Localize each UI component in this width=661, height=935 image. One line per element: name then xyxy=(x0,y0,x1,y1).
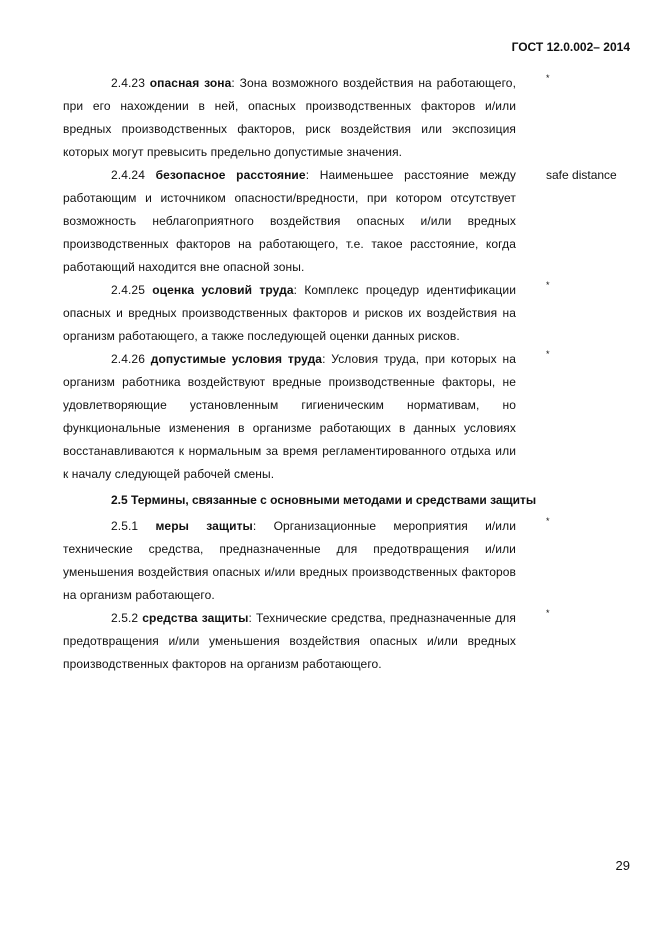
section-heading: 2.5 Термины, связанные с основными методами и средствами защиты xyxy=(111,493,537,507)
term-entry xyxy=(63,348,628,486)
term-name: опасная зона xyxy=(149,76,232,90)
term-name: меры защиты xyxy=(155,519,253,533)
document-body xyxy=(63,72,628,676)
term-text: 2.4.25 оценка условий труда: Комплекс процедур идентификации опасных и вредных производственных факторов и рисков их воздействия на организм работающего, а также последующей оценки данных рисков. xyxy=(63,283,517,343)
term-definition: Условия труда, при которых на организм работника воздействуют вредные производственные факторы, не удовлетворяющие установленным гигиеническим нормативам, но функциональные изменения в организме работающих в данных условиях восстанавливаются к нормальным за время регламентированного отдыха или к началу следующей рабочей смены. xyxy=(63,352,516,481)
term-entry xyxy=(63,515,628,607)
term-number: 2.5.2 xyxy=(111,611,139,625)
english-equivalent: * xyxy=(546,73,550,83)
term-number: 2.4.25 xyxy=(111,283,145,297)
term-entry xyxy=(63,607,628,676)
term-definition: Технические средства, предназначенные для предотвращения и/или уменьшения воздействия опасных и/или вредных производственных факторов на организм работающего. xyxy=(63,611,517,671)
term-name: оценка условий труда xyxy=(152,283,294,297)
page-number: 29 xyxy=(615,858,630,873)
english-equivalent: * xyxy=(546,349,550,359)
document-code: ГОСТ 12.0.002– 2014 xyxy=(511,40,630,54)
term-number: 2.4.24 xyxy=(111,168,145,182)
term-entry xyxy=(63,72,628,164)
term-entry xyxy=(63,164,628,279)
term-text: 2.5.2 средства защиты: Технические средства, предназначенные для предотвращения и/или уменьшения воздействия опасных и/или вредных производственных факторов на организм работающего. xyxy=(63,611,517,671)
english-equivalent: * xyxy=(546,280,550,290)
term-name: допустимые условия труда xyxy=(150,352,323,366)
term-definition: Организационные мероприятия и/или технические средства, предназначенные для предотвращения и/или уменьшения воздействия опасных и/или вредных производственных факторов на организм работающего. xyxy=(63,519,517,602)
term-text: 2.4.24 безопасное расстояние: Наименьшее расстояние между работающим и источником опасности/вредности, при котором отсутствует возможность неблагоприятного воздействия опасных и/или вредных производственных факторов на работающего, т.е. такое расстояние, когда работающий находится вне опасной зоны. xyxy=(63,168,516,274)
term-name: средства защиты xyxy=(142,611,249,625)
term-number: 2.4.26 xyxy=(111,352,145,366)
term-entry xyxy=(63,279,628,348)
term-text: 2.4.26 допустимые условия труда: Условия труда, при которых на организм работника воздействуют вредные производственные факторы, не удовлетворяющие установленным гигиеническим нормативам, но функциональные изменения в организме работающих в данных условиях восстанавливаются к нормальным за время регламентированного отдыха или к началу следующей рабочей смены. xyxy=(63,352,516,481)
english-equivalent: * xyxy=(546,608,550,618)
term-definition: Наименьшее расстояние между работающим и источником опасности/вредности, при котором отсутствует возможность неблагоприятного воздействия опасных и/или вредных производственных факторов на работающего, т.е. такое расстояние, когда работающий находится вне опасной зоны. xyxy=(63,168,516,274)
term-definition: Зона возможного воздействия на работающего, при его нахождении в ней, опасных производственных факторов и/или вредных производственных факторов, риск воздействия или экспозиция которых могут превысить предельно допустимые значения. xyxy=(63,76,517,159)
english-equivalent: * xyxy=(546,516,550,526)
term-definition: Комплекс процедур идентификации опасных и вредных производственных факторов и рисков их воздействия на организм работающего, а также последующей оценки данных рисков. xyxy=(63,283,517,343)
term-number: 2.4.23 xyxy=(111,76,145,90)
english-equivalent: safe distance xyxy=(546,168,617,182)
term-number: 2.5.1 xyxy=(111,519,139,533)
term-text: 2.4.23 опасная зона: Зона возможного воздействия на работающего, при его нахождении в ней, опасных производственных факторов и/или вредных производственных факторов, риск воздействия или экспозиция которых могут превысить предельно допустимые значения. xyxy=(63,76,517,159)
term-name: безопасное расстояние xyxy=(155,168,306,182)
term-text: 2.5.1 меры защиты: Организационные мероприятия и/или технические средства, предназначенные для предотвращения и/или уменьшения воздействия опасных и/или вредных производственных факторов на организм работающего. xyxy=(63,519,517,602)
